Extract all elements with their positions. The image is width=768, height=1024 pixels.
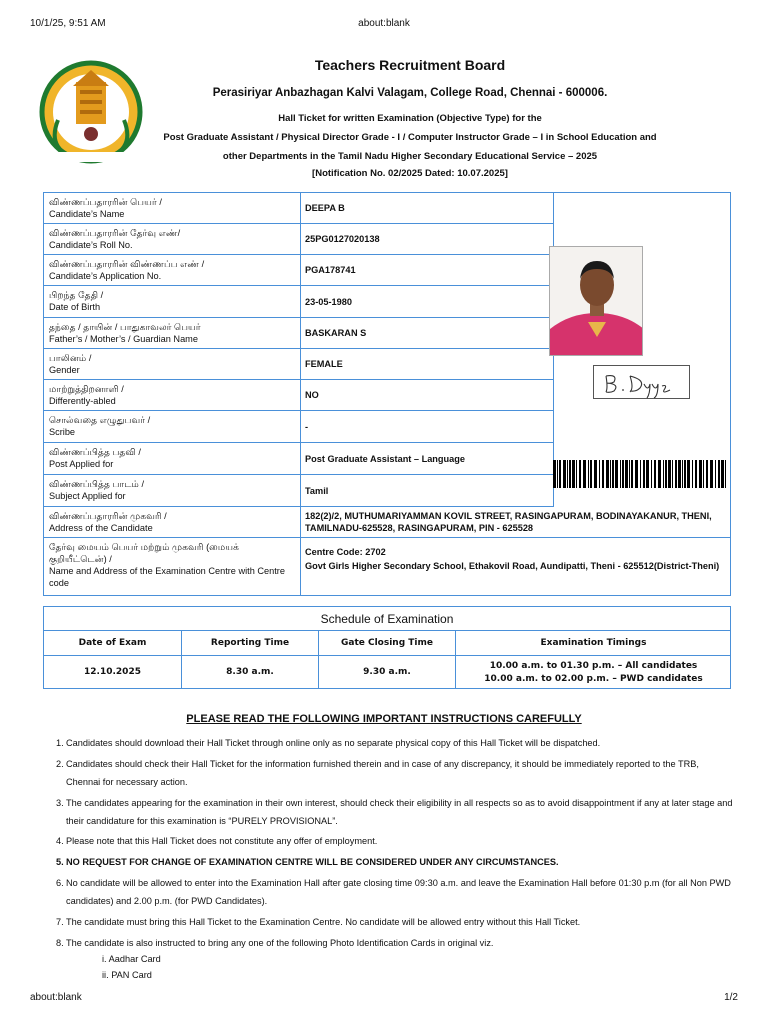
instruction-item xyxy=(56,832,734,850)
gender-value: FEMALE xyxy=(305,359,343,369)
item-text: The candidate is also instructed to bring any one of the following Photo Identification Cards in original viz. xyxy=(66,938,494,948)
item-number: 2. xyxy=(56,759,64,769)
label-tamil: பாலினம் / xyxy=(49,353,92,363)
scribe-value: - xyxy=(305,421,309,432)
label-tamil: விண்ணப்பதாரரின் விண்ணப்ப எண் / xyxy=(49,259,205,269)
post-applied-value: Post Graduate Assistant – Language xyxy=(305,453,465,464)
header-gate-closing-time: Gate Closing Time xyxy=(319,631,456,656)
timing-all-candidates: 10.00 a.m. to 01.30 p.m. – All candidates xyxy=(489,660,698,671)
label-tamil: விண்ணப்பித்த பதவி / xyxy=(49,447,141,457)
label-tamil: தேர்வு மையம் பெயர் மற்றும் முகவரி (மையக் குறியீட்டென்) / xyxy=(49,542,239,564)
differently-abled-value: NO xyxy=(305,390,319,400)
print-url: about:blank xyxy=(358,18,410,29)
field-label xyxy=(44,349,301,379)
candidate-signature xyxy=(593,365,690,399)
candidate-photo xyxy=(549,246,643,356)
item-number: 8. xyxy=(56,938,64,948)
subject-applied-value: Tamil xyxy=(305,485,329,496)
print-datetime: 10/1/25, 9:51 AM xyxy=(30,18,106,29)
signature-icon xyxy=(594,366,691,400)
field-label xyxy=(44,443,301,474)
print-header xyxy=(0,18,768,32)
guardian-name-value: BASKARAN S xyxy=(305,328,367,338)
candidate-name-value: DEEPA B xyxy=(305,203,345,213)
centre-code: Centre Code: 2702 xyxy=(305,547,386,557)
item-number: 7. xyxy=(56,917,64,927)
reporting-time: 8.30 a.m. xyxy=(182,656,319,689)
item-number: 1. xyxy=(56,738,64,748)
instruction-item xyxy=(56,755,734,791)
label-tamil: பிறந்த தேதி / xyxy=(49,290,104,300)
label-english: Differently-abled xyxy=(49,396,116,406)
application-number-value: PGA178741 xyxy=(305,265,356,275)
label-tamil: மாற்றுத்திறனாளி / xyxy=(49,384,124,394)
item-text: Candidates should download their Hall Ticket through online only as no separate physical copy of this Hall Ticket will be dispatched. xyxy=(66,738,601,748)
table-row xyxy=(44,286,554,318)
label-english: Candidate’s Application No. xyxy=(49,271,162,281)
table-row xyxy=(44,193,554,224)
field-label xyxy=(44,380,301,410)
gate-closing-time: 9.30 a.m. xyxy=(319,656,456,689)
instruction-item xyxy=(56,734,734,752)
header-reporting-time: Reporting Time xyxy=(182,631,319,656)
table-row xyxy=(44,380,554,411)
field-label xyxy=(44,286,301,317)
item-number: 5. xyxy=(56,857,64,867)
label-english: Subject Applied for xyxy=(49,491,126,501)
header-exam-timings: Examination Timings xyxy=(456,631,731,656)
item-text: Candidates should check their Hall Ticket for the information furnished therein and in case of any discrepancy, it should be immediately reported to the TRB, Chennai for necessary action. xyxy=(66,759,699,787)
label-english: Address of the Candidate xyxy=(49,523,153,533)
label-tamil: விண்ணப்பதாரரின் முகவரி / xyxy=(49,511,167,521)
exam-date: 12.10.2025 xyxy=(44,656,182,689)
photo-icon xyxy=(550,247,643,356)
table-row xyxy=(44,443,554,475)
roll-number-value: 25PG0127020138 xyxy=(305,234,380,244)
instruction-item xyxy=(56,934,734,952)
hall-ticket-heading: Hall Ticket for written Examination (Objective Type) for the xyxy=(278,113,542,124)
board-title: Teachers Recruitment Board xyxy=(314,57,506,73)
table-row xyxy=(44,349,554,380)
label-english: Date of Birth xyxy=(49,302,101,312)
instructions-title: PLEASE READ THE FOLLOWING IMPORTANT INSTRUCTIONS CAREFULLY xyxy=(186,713,582,725)
header-date-of-exam: Date of Exam xyxy=(44,631,182,656)
table-row xyxy=(44,318,554,349)
barcode-icon xyxy=(553,460,729,488)
field-label xyxy=(44,507,301,537)
field-label xyxy=(44,318,301,348)
post-description: Post Graduate Assistant / Physical Director Grade - I / Computer Instructor Grade – I in School Education and xyxy=(163,132,657,143)
tamil-nadu-emblem-icon xyxy=(38,60,144,170)
footer-url: about:blank xyxy=(30,992,82,1003)
table-row xyxy=(44,507,731,538)
exam-timings xyxy=(456,656,731,689)
instruction-item xyxy=(56,874,734,910)
table-row xyxy=(44,255,554,286)
label-english: Name and Address of the Examination Centre with Centre code xyxy=(49,566,285,588)
label-tamil: சொல்வதை எழுதுபவர் / xyxy=(49,415,151,425)
item-number: 3. xyxy=(56,798,64,808)
label-tamil: தந்தை / தாயின் / பாதுகாவலர் பெயர் xyxy=(49,322,201,332)
label-english: Post Applied for xyxy=(49,459,114,469)
instruction-item xyxy=(56,913,734,931)
instruction-item xyxy=(56,853,734,871)
centre-address: Govt Girls Higher Secondary School, Ethakovil Road, Aundipatti, Theni - 625512(District-Theni) xyxy=(305,561,720,571)
exam-centre-value xyxy=(301,538,731,596)
date-of-birth-value: 23-05-1980 xyxy=(305,296,352,307)
item-text: No candidate will be allowed to enter into the Examination Hall after gate closing time 09:30 a.m. and leave the Examination Hall before 01:30 p.m (for all Non PWD candidates) and 2.00 p.m. (for PWD Candidates). xyxy=(66,878,731,906)
instruction-item xyxy=(56,794,734,830)
field-label xyxy=(44,224,301,254)
item-text: The candidate must bring this Hall Ticket to the Examination Centre. No candidate will be allowed entry without this Hall Ticket. xyxy=(66,917,581,927)
schedule-title: Schedule of Examination xyxy=(44,607,730,631)
board-address: Perasiriyar Anbazhagan Kalvi Valagam, College Road, Chennai - 600006. xyxy=(212,87,608,99)
item-text: Please note that this Hall Ticket does not constitute any offer of employment. xyxy=(66,836,378,846)
item-number: 6. xyxy=(56,878,64,888)
address-value: 182(2)/2, MUTHUMARIYAMMAN KOVIL STREET, RASINGAPURAM, BODINAYAKANUR, THENI, TAMILNADU-625528, RASINGAPURAM, PIN - 625528 xyxy=(305,511,712,533)
field-label xyxy=(44,475,301,506)
table-row xyxy=(44,224,554,255)
label-english: Gender xyxy=(49,365,80,375)
item-text: NO REQUEST FOR CHANGE OF EXAMINATION CENTRE WILL BE CONSIDERED UNDER ANY CIRCUMSTANCES. xyxy=(66,857,559,867)
timing-pwd-candidates: 10.00 a.m. to 02.00 p.m. – PWD candidates xyxy=(484,673,703,684)
field-label xyxy=(44,538,301,596)
table-row xyxy=(44,538,731,596)
page-number: 1/2 xyxy=(724,992,738,1003)
label-tamil: விண்ணப்பித்த பாடம் / xyxy=(49,479,145,489)
table-row xyxy=(44,475,554,507)
item-number: 4. xyxy=(56,836,64,846)
label-english: Candidate’s Roll No. xyxy=(49,240,133,250)
label-english: Scribe xyxy=(49,427,76,437)
field-label xyxy=(44,411,301,442)
field-label xyxy=(44,193,301,223)
label-english: Candidate’s Name xyxy=(49,209,125,219)
label-tamil: விண்ணப்பதாரரின் பெயர் / xyxy=(49,197,162,207)
field-label xyxy=(44,255,301,285)
table-row xyxy=(44,411,554,443)
label-english: Father’s / Mother’s / Guardian Name xyxy=(49,334,198,344)
schedule-table xyxy=(43,606,731,689)
id-card-item: ii. PAN Card xyxy=(102,970,152,980)
notification-number: [Notification No. 02/2025 Dated: 10.07.2025] xyxy=(312,168,508,179)
label-tamil: விண்ணப்பதாரரின் தேர்வு எண்/ xyxy=(49,228,181,238)
service-description: other Departments in the Tamil Nadu Higher Secondary Educational Service – 2025 xyxy=(222,151,598,162)
item-text: The candidates appearing for the examination in their own interest, should check their eligibility in all respects so as to avoid disappointment if any at later stage and their candidature for this examination is “PURELY PROVISIONAL”. xyxy=(66,798,733,826)
id-card-item: i. Aadhar Card xyxy=(102,954,161,964)
